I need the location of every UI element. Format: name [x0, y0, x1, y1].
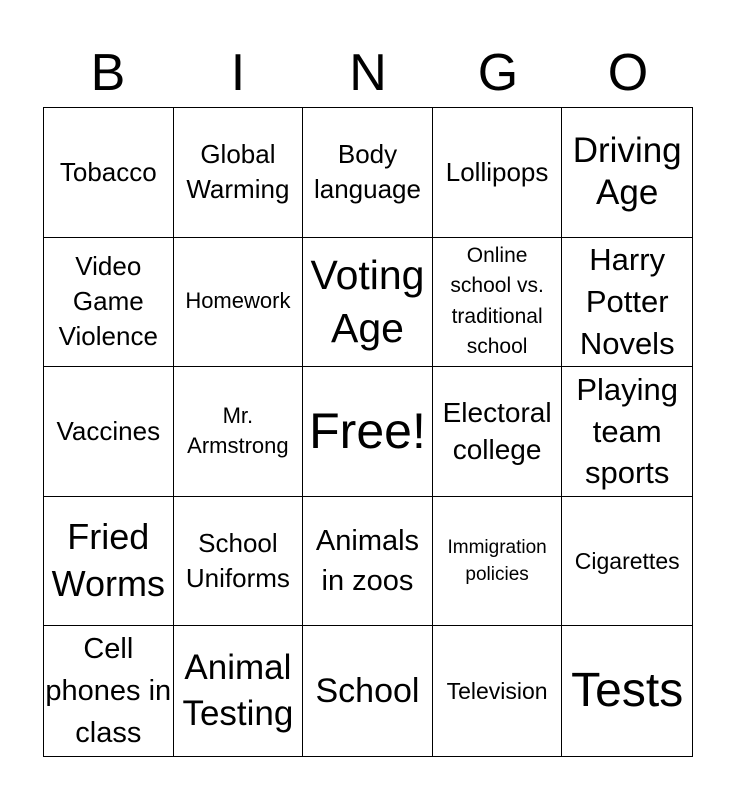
bingo-cell [174, 367, 304, 497]
bingo-cell [44, 626, 174, 756]
bingo-cell [303, 626, 433, 756]
header-letter-b: B [90, 44, 126, 102]
cell-text: Cell phones in class [45, 633, 172, 750]
bingo-board [43, 107, 693, 757]
cell-text: Animal Testing [182, 648, 294, 734]
bingo-cell [303, 108, 433, 238]
cell-text: Vaccines [56, 415, 161, 446]
cell-text: Immigration policies [447, 536, 547, 586]
bingo-cell [433, 626, 563, 756]
bingo-cell [433, 367, 563, 497]
bingo-cell [44, 497, 174, 627]
bingo-cell [174, 626, 304, 756]
header-letter-i: I [230, 44, 246, 102]
bingo-cell [433, 108, 563, 238]
cell-text: School Uniforms [185, 528, 290, 594]
cell-text: Video Game Violence [58, 251, 158, 352]
free-space-text: Free! [309, 403, 426, 460]
cell-text: Fried Worms [51, 516, 165, 605]
bingo-cell [174, 497, 304, 627]
cell-text: Lollipops [445, 156, 549, 187]
cell-text: Homework [185, 288, 291, 314]
cell-text: School [315, 671, 420, 710]
bingo-cell [44, 238, 174, 368]
bingo-cell [562, 367, 692, 497]
cell-text: Voting Age [310, 251, 425, 351]
bingo-cell [44, 367, 174, 497]
free-space-cell [303, 367, 433, 497]
bingo-cell [174, 108, 304, 238]
cell-text: Harry Potter Novels [579, 242, 675, 361]
cell-text: Global Warming [186, 139, 290, 205]
bingo-cell [562, 238, 692, 368]
cell-text: Body language [313, 139, 421, 205]
cell-text: Mr. Armstrong [187, 402, 289, 459]
header-letter-g: G [477, 44, 519, 102]
header-letter-o: O [607, 44, 649, 102]
cell-text: Electoral college [442, 396, 552, 466]
bingo-cell [562, 108, 692, 238]
header-letter-n: N [349, 44, 387, 102]
cell-text: Driving Age [572, 131, 682, 213]
cell-text: Tests [571, 664, 684, 718]
bingo-cell [433, 238, 563, 368]
cell-text: Playing team sports [576, 371, 679, 491]
cell-text: Animals in zoos [315, 524, 420, 598]
cell-text: Tobacco [59, 156, 157, 187]
bingo-cell [174, 238, 304, 368]
bingo-cell [303, 238, 433, 368]
bingo-cell [562, 626, 692, 756]
bingo-cell [44, 108, 174, 238]
cell-text: Cigarettes [574, 548, 680, 574]
bingo-cell [433, 497, 563, 627]
bingo-cell [562, 497, 692, 627]
cell-text: Television [446, 678, 548, 705]
cell-text: Online school vs. traditional school [450, 244, 544, 359]
bingo-header [43, 38, 693, 108]
bingo-cell [303, 497, 433, 627]
